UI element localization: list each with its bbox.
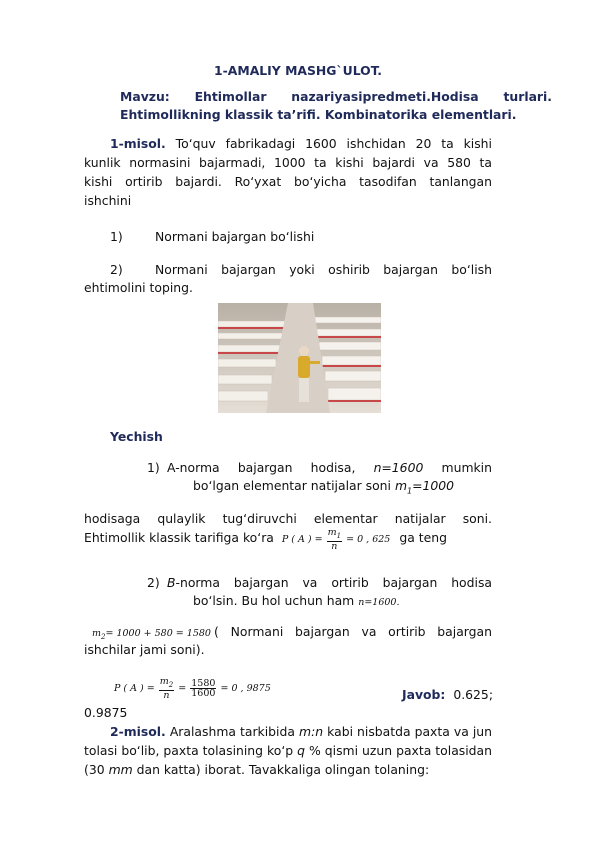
item2-text-1: Normani bajargan yoki oshirib bajargan bo‘lish	[155, 262, 492, 277]
formula-1-left: P ( A ) =	[281, 533, 323, 545]
formula-1-right: = 0 , 625	[346, 533, 391, 545]
m2-rest: = 1000 + 580 = 1580	[105, 628, 211, 639]
formula-2-mid: =	[178, 682, 187, 694]
formula-1-fraction	[327, 528, 342, 551]
step1-m-subscript: 1	[407, 486, 413, 496]
step1-text-a: A-norma bajargan hodisa,	[167, 460, 356, 475]
step1-m-symbol: m	[394, 478, 408, 493]
example2-unit: mm	[108, 762, 133, 777]
answer-value-2: 0.9875	[84, 705, 128, 720]
solution-line-4-end: ga teng	[399, 529, 447, 545]
topic-word-3: turlari.	[503, 89, 552, 104]
example2-label: 2-misol.	[110, 724, 166, 739]
example2-text-3a: (30	[84, 762, 105, 777]
step2-text: -norma bajargan va ortirib bajargan hodisa	[175, 575, 492, 590]
example2-ratio: m:n	[299, 724, 324, 739]
item2-text-2: ehtimolini toping.	[84, 280, 193, 295]
topic-word-1: Ehtimollar	[194, 89, 267, 104]
example2-q: q	[297, 743, 306, 758]
example2-line-3	[84, 761, 429, 779]
formula-1	[281, 527, 394, 552]
example2-line-1	[110, 723, 492, 741]
example2-text-2a: tolasi bo‘lib, paxta tolasining ko‘p	[84, 743, 294, 758]
topic-word-2: nazariyasipredmeti.Hodisa	[291, 89, 479, 104]
m2-text: ( Normani bajargan va ortirib bajargan	[214, 624, 492, 639]
formula-2-fraction-2	[190, 679, 216, 698]
step2-b-symbol: B	[167, 575, 176, 590]
m2-symbol: m	[92, 628, 102, 639]
answer-value-1: 0.625;	[453, 687, 493, 702]
item1-text: Normani bajargan bo‘lishi	[155, 229, 315, 244]
example1-line-1	[110, 135, 492, 153]
formula-2-num2: 1580	[191, 677, 216, 689]
formula-1-den: n	[331, 540, 338, 552]
item1-number: 1)	[110, 229, 123, 244]
formula-2-fraction-1	[159, 677, 174, 700]
example2-text-1c: kabi nisbatda paxta va jun	[327, 724, 492, 739]
step1-line-1	[167, 459, 492, 477]
example1-line-2: kunlik normasini bajarmadi, 1000 ta kishi bajardi va 580 ta	[84, 155, 492, 170]
formula-2-num1: m	[159, 676, 169, 687]
answer-label: Javob:	[402, 687, 446, 702]
step1-text-2: bo‘lgan elementar natijalar soni	[193, 478, 391, 493]
step2-line-1	[167, 574, 492, 592]
answer	[402, 686, 493, 704]
step2-line-2	[193, 592, 399, 612]
formula-1-num-sub: 1	[336, 531, 342, 540]
m2-subscript: 2	[101, 632, 106, 641]
m2-formula	[92, 628, 211, 639]
step2-number: 2)	[147, 575, 160, 590]
topic-line-2: Ehtimollikning klassik ta’rifi. Kombinatorika elementlari.	[120, 107, 517, 122]
formula-2-right: = 0 , 9875	[220, 682, 271, 694]
example2-text-2c: % qismi uzun paxta tolasidan	[309, 743, 492, 758]
example2-line-2	[84, 742, 492, 760]
example2-text-1a: Aralashma tarkibida	[169, 724, 295, 739]
step1-line-2	[193, 477, 454, 500]
m2-line-2: ishchilar jami soni).	[84, 642, 205, 657]
formula-2-den2: 1600	[191, 687, 216, 699]
solution-line-3: hodisaga qulaylik tug‘diruvchi elementar natijalar soni.	[84, 511, 492, 526]
step1-number: 1)	[147, 460, 160, 475]
page-title: 1-AMALIY MASHG`ULOT.	[214, 63, 382, 78]
example2-text-3c: dan katta) iborat. Tavakkaliga olingan tolaning:	[136, 762, 430, 777]
topic-label: Mavzu:	[120, 89, 170, 104]
formula-2-den1: n	[163, 689, 170, 701]
solution-heading: Yechish	[110, 429, 163, 444]
formula-2-left: P ( A ) =	[114, 682, 155, 694]
step1-m-value: =1000	[412, 478, 455, 493]
step1-n-value: n=1600	[373, 460, 424, 475]
example1-line-3: kishi ortirib bajardi. Ro‘yxat bo‘yicha tasodifan tanlangan	[84, 174, 492, 189]
topic-line-1	[120, 88, 552, 106]
example1-line-4: ishchini	[84, 193, 132, 208]
solution-line-4	[84, 528, 447, 551]
example1-label: 1-misol.	[110, 136, 166, 151]
step2-text-2: bo‘lsin. Bu hol uchun ham	[193, 593, 355, 608]
item2-number: 2)	[110, 262, 123, 277]
formula-2	[114, 677, 271, 700]
formula-2-num1-sub: 2	[168, 680, 174, 689]
formula-1-num: m	[327, 527, 337, 538]
step2-n-value: n=1600.	[358, 597, 400, 608]
factory-photo	[218, 303, 381, 413]
example1-text-1: To‘quv fabrikadagi 1600 ishchidan 20 ta kishi	[175, 136, 492, 151]
step1-text-c: mumkin	[441, 460, 492, 475]
solution-line-4-text: Ehtimollik klassik tarifiga ko‘ra	[84, 529, 274, 545]
